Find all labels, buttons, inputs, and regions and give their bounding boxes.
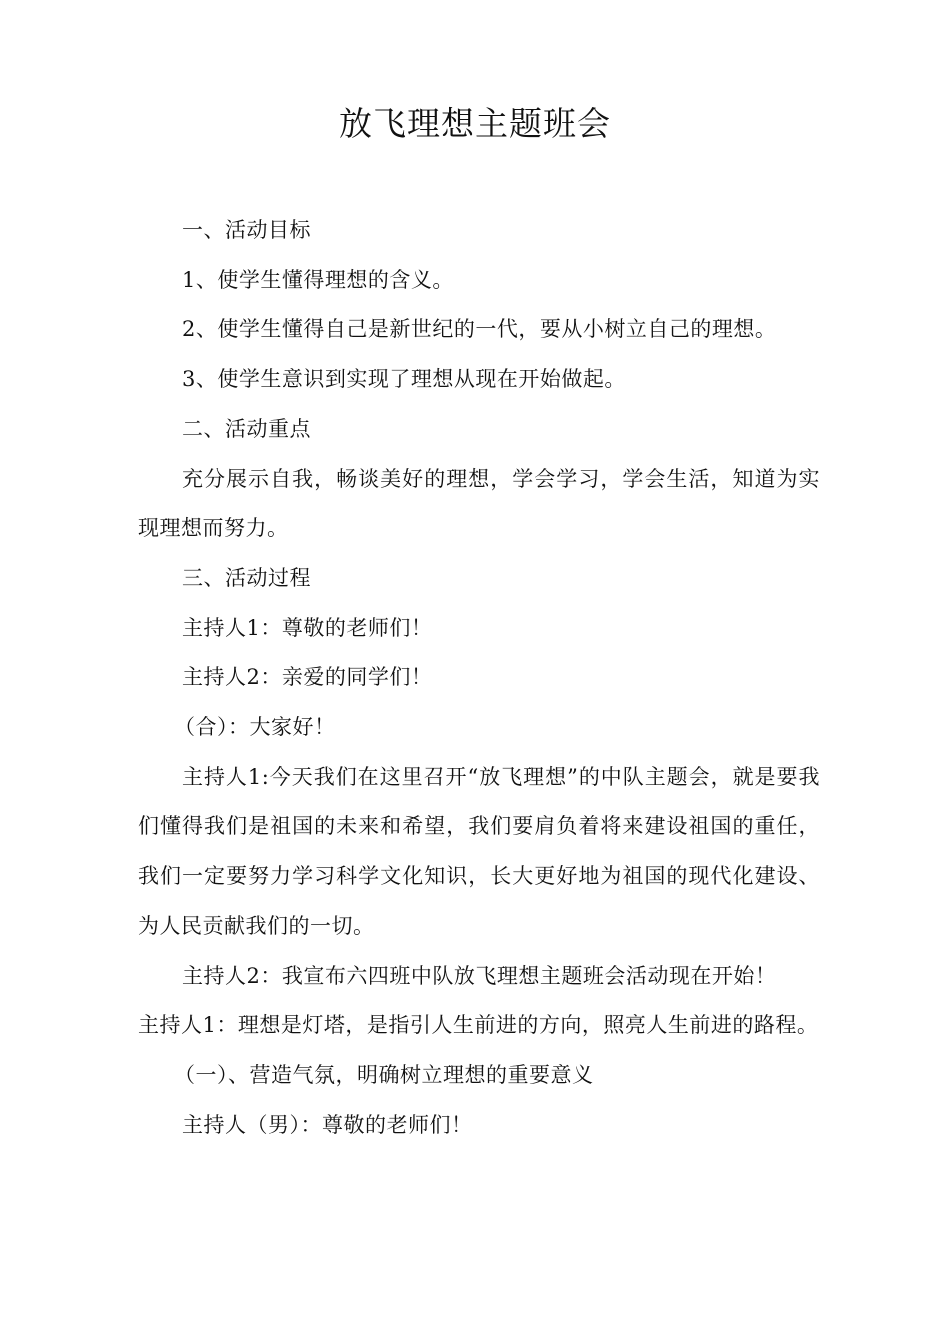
document-body [138, 206, 820, 1150]
host2-announcement: 主持人2：我宣布六四班中队放飞理想主题班会活动现在开始！ [182, 963, 777, 988]
section-heading-goals: 一、活动目标 [182, 218, 311, 242]
goal-item-2: 2、使学生懂得自己是新世纪的一代，要从小树立自己的理想。 [182, 317, 777, 342]
host1-greeting: 主持人1：尊敬的老师们！ [182, 615, 433, 640]
document-title: 放飞理想主题班会 [339, 104, 611, 143]
host1-intro-paragraph: 主持人1:今天我们在这里召开“放飞理想”的中队主题会，就是要我们懂得我们是祖国的未来和希望，我们要肩负着将来建设祖国的重任，我们一定要努力学习科学文化知识，长大更好地为祖国的现代化建设、为人民贡献我们的一切。 [138, 764, 820, 938]
together-greeting: （合）：大家好！ [174, 715, 336, 740]
focus-paragraph: 充分展示自我，畅谈美好的理想，学会学习，学会生活，知道为实现理想而努力。 [138, 466, 820, 541]
goal-item-1: 1、使学生懂得理想的含义。 [182, 267, 454, 292]
section-heading-focus: 二、活动重点 [182, 416, 311, 441]
host2-greeting: 主持人2：亲爱的同学们！ [182, 665, 433, 690]
host1-lighthouse-paragraph: 主持人1：理想是灯塔，是指引人生前进的方向，照亮人生前进的路程。 [138, 1013, 819, 1038]
section-heading-process: 三、活动过程 [182, 565, 311, 590]
host-male-greeting: 主持人（男）：尊敬的老师们！ [182, 1112, 473, 1137]
subsection-heading-1: （一）、营造气氛，明确树立理想的重要意义 [174, 1062, 594, 1087]
goal-item-3: 3、使学生意识到实现了理想从现在开始做起。 [182, 367, 626, 392]
